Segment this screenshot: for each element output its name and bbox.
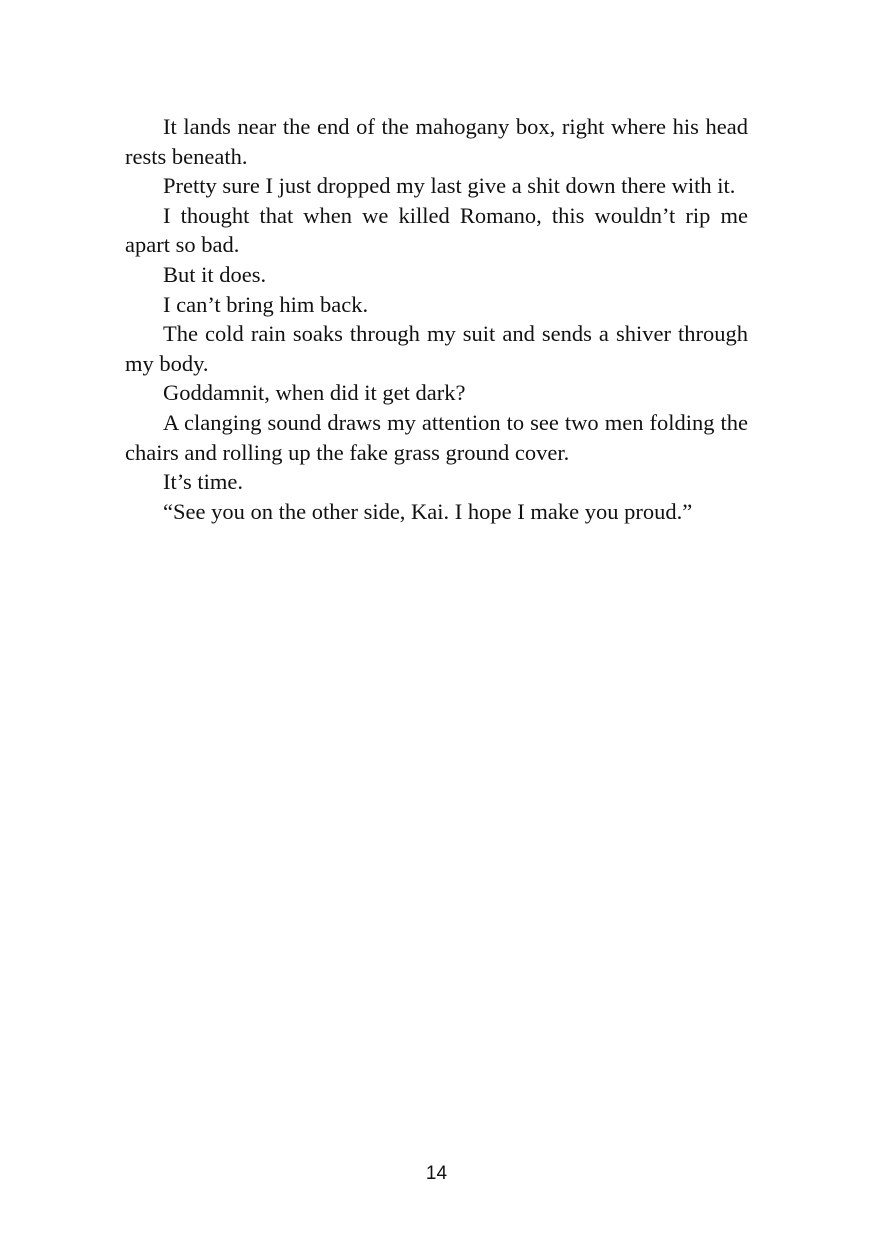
paragraph-9: It’s time. xyxy=(163,469,243,495)
paragraph-7: Goddamnit, when did it get dark? xyxy=(163,380,466,406)
paragraph-8: A clanging sound draws my attention to see two men folding the chairs and rolling up the fake grass ground cover. xyxy=(125,409,748,465)
paragraph-3: I thought that when we killed Romano, this wouldn’t rip me apart so bad. xyxy=(125,202,748,258)
page-number: 14 xyxy=(425,1163,448,1184)
paragraph-10: “See you on the other side, Kai. I hope I make you proud.” xyxy=(163,498,693,524)
paragraph-5: I can’t bring him back. xyxy=(163,291,369,317)
paragraph-1: It lands near the end of the mahogany box, right where his head rests beneath. xyxy=(125,114,748,169)
paragraph-4: But it does. xyxy=(163,261,267,287)
paragraph-6: The cold rain soaks through my suit and sends a shiver through my body. xyxy=(125,321,748,376)
paragraph-2: Pretty sure I just dropped my last give a shit down there with it. xyxy=(163,173,736,199)
body-text xyxy=(125,112,748,526)
